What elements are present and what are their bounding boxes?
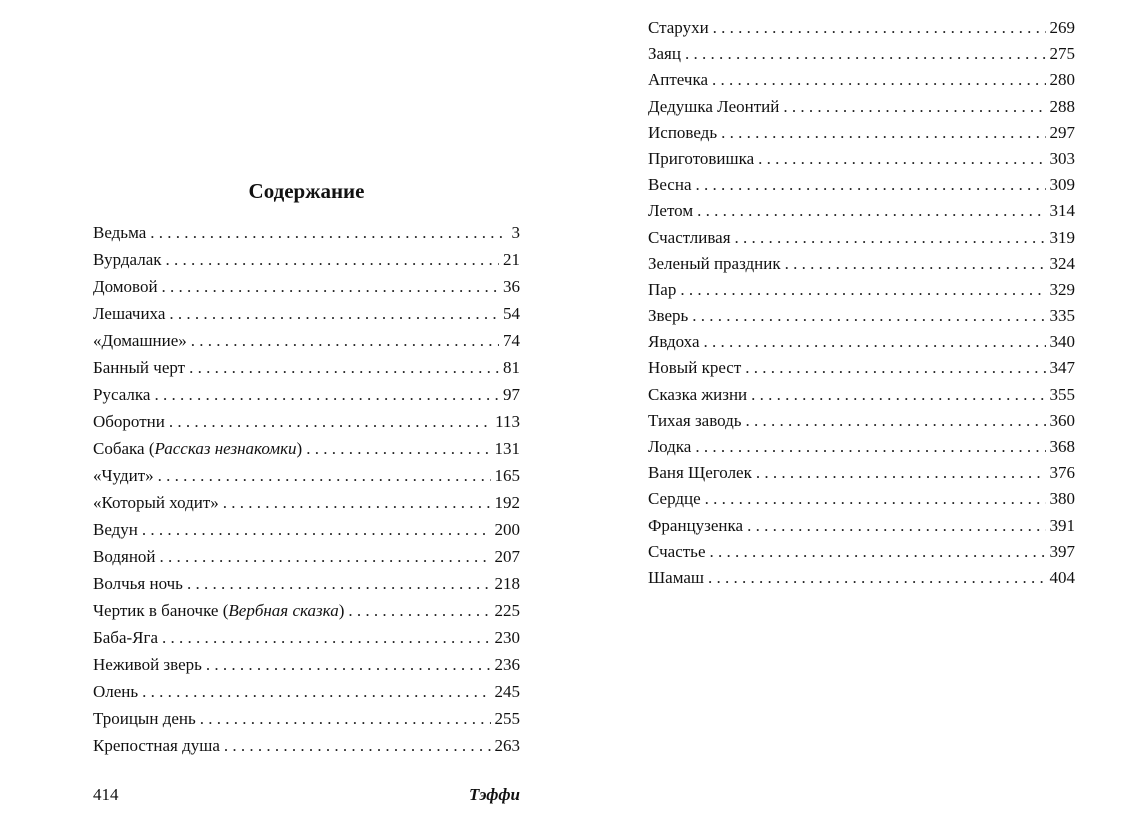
toc-leader-dots (158, 462, 491, 489)
toc-entry-subtitle: Вербная сказка (228, 601, 339, 620)
toc-entry[interactable] (93, 273, 520, 300)
toc-leader-dots (712, 67, 1045, 93)
toc-entry-title-text: «Домашние» (93, 331, 187, 350)
toc-entry-title (648, 460, 752, 486)
toc-entry-title (648, 408, 742, 434)
toc-leader-dots (150, 219, 507, 246)
toc-entry[interactable] (93, 678, 520, 705)
toc-entry-page: 360 (1049, 410, 1075, 430)
toc-leader-dots (154, 381, 499, 408)
toc-entry-title (648, 486, 701, 512)
toc-entry-page: 97 (503, 385, 520, 404)
toc-entry-page: 280 (1049, 70, 1075, 90)
toc-entry[interactable] (93, 300, 520, 327)
toc-entry-title (648, 355, 741, 381)
toc-entry-title-text: Старухи (648, 18, 709, 37)
toc-entry[interactable] (93, 219, 520, 246)
toc-entry-title (648, 539, 705, 565)
toc-entry-title-suffix: ) (296, 439, 303, 458)
toc-leader-dots (735, 225, 1046, 251)
toc-entry-page: 81 (503, 358, 520, 377)
toc-entry[interactable] (648, 355, 1075, 381)
toc-entry-title-text: Чертик в баночке ( (93, 601, 229, 620)
toc-entry[interactable] (93, 651, 520, 678)
toc-entry-title (648, 277, 676, 303)
toc-entry[interactable] (648, 539, 1075, 565)
toc-leader-dots (708, 565, 1046, 591)
toc-entry-title-text: Аптечка (648, 70, 709, 90)
toc-entry-page: 236 (494, 655, 520, 674)
toc-entry-title (93, 705, 196, 732)
toc-leader-dots (191, 327, 499, 354)
toc-entry-title (93, 489, 219, 516)
toc-entry[interactable] (93, 354, 520, 381)
toc-leader-dots (160, 543, 491, 570)
toc-leader-dots (758, 146, 1045, 172)
toc-leader-dots (747, 513, 1045, 539)
toc-entry-title-text: Приготовишка (648, 148, 755, 168)
toc-entry-title (648, 251, 781, 277)
toc-entry-page: 54 (503, 304, 520, 323)
toc-leader-dots (189, 354, 499, 381)
toc-entry[interactable] (648, 303, 1075, 329)
toc-entry[interactable] (648, 329, 1075, 355)
toc-entry-title (93, 246, 162, 273)
toc-entry-title (93, 219, 146, 246)
toc-entry-page: 36 (503, 277, 520, 296)
toc-leader-dots (162, 624, 490, 651)
toc-entry-title (648, 41, 681, 67)
toc-entry-title (648, 94, 779, 120)
toc-entry[interactable] (648, 434, 1075, 460)
toc-entry[interactable] (648, 198, 1075, 224)
toc-entry-page: 113 (495, 412, 520, 431)
toc-entry-title (648, 329, 700, 355)
toc-entry-page: 347 (1049, 358, 1075, 378)
toc-entry[interactable] (93, 516, 520, 543)
toc-entry-page: 207 (494, 547, 520, 566)
toc-entry[interactable] (93, 624, 520, 651)
toc-leader-dots (166, 246, 499, 273)
toc-entry-page: 230 (494, 628, 520, 647)
toc-entry-title-text: Домовой (93, 277, 158, 296)
toc-entry-title (93, 435, 302, 462)
toc-entry[interactable] (648, 251, 1075, 277)
toc-entry-title-text: Русалка (93, 385, 151, 404)
toc-entry-title (93, 570, 183, 597)
toc-entry[interactable] (93, 462, 520, 489)
toc-entry-title-text: Олень (93, 682, 139, 701)
toc-entry-title (648, 120, 717, 146)
toc-entry-page: 297 (1049, 122, 1075, 142)
toc-entry-page: 263 (494, 736, 520, 755)
toc-entry[interactable] (648, 277, 1075, 303)
toc-entry-title (93, 597, 344, 624)
toc-entry[interactable] (648, 94, 1075, 120)
toc-entry-title-text: Зеленый праздник (648, 253, 781, 273)
toc-entry-title (93, 624, 158, 651)
toc-entry-title-text: Сказка жизни (648, 384, 748, 404)
toc-entry-title-text: Ведьма (93, 223, 147, 242)
toc-leader-dots (142, 516, 491, 543)
toc-list-right (648, 15, 1075, 591)
toc-leader-dots (200, 705, 491, 732)
toc-entry-title-text: Явдоха (648, 332, 700, 352)
toc-entry[interactable] (93, 543, 520, 570)
running-head-author: Тэффи (468, 785, 520, 804)
toc-leader-dots (705, 486, 1046, 512)
toc-entry-page: 21 (503, 250, 520, 269)
toc-entry[interactable] (648, 146, 1075, 172)
toc-leader-dots (745, 355, 1045, 381)
toc-entry-title (93, 381, 150, 408)
toc-entry-title-text: Крепостная душа (93, 736, 220, 755)
toc-leader-dots (709, 539, 1045, 565)
toc-entry[interactable] (93, 327, 520, 354)
toc-entry-title-text: Счастье (648, 541, 706, 561)
toc-list-left (93, 219, 520, 759)
toc-entry-title-text: Банный черт (93, 358, 186, 377)
toc-leader-dots (692, 303, 1045, 329)
toc-entry-title (93, 516, 138, 543)
toc-entry[interactable] (648, 408, 1075, 434)
toc-entry-title-text: Собака ( (93, 439, 155, 458)
toc-entry-page: 218 (494, 574, 520, 593)
toc-entry-page: 340 (1049, 332, 1075, 352)
toc-entry[interactable] (93, 435, 520, 462)
toc-entry-page: 324 (1049, 253, 1075, 273)
toc-entry-title-text: Зверь (648, 306, 689, 326)
toc-leader-dots (169, 300, 499, 327)
toc-entry-title-text: Счастливая (648, 227, 731, 247)
toc-entry-title-text: Летом (648, 201, 694, 221)
toc-leader-dots (783, 94, 1045, 120)
toc-entry-page: 275 (1049, 44, 1075, 64)
toc-entry-page: 225 (494, 601, 520, 620)
toc-entry-title (648, 67, 708, 93)
toc-entry-page: 329 (1049, 279, 1075, 299)
toc-leader-dots (785, 251, 1046, 277)
toc-leader-dots (142, 678, 490, 705)
toc-entry-page: 368 (1049, 437, 1075, 456)
toc-leader-dots (696, 172, 1046, 198)
toc-entry-title-text: «Чудит» (93, 466, 154, 485)
toc-entry[interactable] (93, 705, 520, 732)
toc-entry[interactable] (93, 246, 520, 273)
toc-entry-title-text: Водяной (93, 547, 156, 566)
toc-entry[interactable] (93, 408, 520, 435)
toc-entry-title-text: Французенка (648, 515, 744, 535)
toc-entry[interactable] (648, 460, 1075, 486)
toc-entry[interactable] (93, 732, 520, 759)
toc-entry-title-text: Ведун (93, 520, 138, 539)
toc-entry-page: 255 (494, 709, 520, 728)
toc-leader-dots (680, 277, 1045, 303)
toc-entry-page: 269 (1049, 18, 1075, 37)
toc-entry-page: 404 (1049, 567, 1075, 587)
toc-entry-title (648, 172, 692, 198)
toc-title: Содержание (248, 179, 365, 203)
toc-entry-page: 303 (1049, 148, 1075, 168)
toc-entry-title (648, 565, 704, 591)
toc-entry-title (93, 462, 154, 489)
toc-entry-title-text: Лешачиха (93, 304, 166, 323)
toc-entry-title-text: Новый крест (648, 358, 742, 378)
page-number: 414 (93, 785, 119, 804)
toc-entry-title (93, 678, 138, 705)
toc-entry-page: 314 (1049, 201, 1075, 221)
toc-entry-title (93, 543, 156, 570)
toc-entry-title (648, 382, 747, 408)
toc-entry[interactable] (93, 570, 520, 597)
toc-entry-title (93, 408, 165, 435)
toc-leader-dots (746, 408, 1046, 434)
toc-entry-page: 192 (494, 493, 520, 512)
toc-entry-title (93, 651, 202, 678)
toc-entry-title-text: Шамаш (648, 567, 704, 587)
toc-entry-page: 131 (494, 439, 520, 458)
toc-entry[interactable] (648, 120, 1075, 146)
toc-entry-title (648, 225, 731, 251)
toc-entry-title-text: Волчья ночь (93, 574, 183, 593)
toc-entry[interactable] (648, 565, 1075, 591)
toc-entry-title-text: Ваня Щеголек (648, 463, 752, 483)
toc-entry-title (93, 732, 220, 759)
toc-entry-title-text: Заяц (648, 44, 681, 64)
toc-leader-dots (162, 273, 499, 300)
toc-entry-page: 309 (1049, 175, 1075, 195)
toc-entry-title-text: Пар (648, 279, 677, 299)
toc-leader-dots (695, 434, 1045, 460)
toc-entry-title-text: Неживой зверь (93, 655, 202, 674)
toc-entry-title-text: Сердце (648, 489, 701, 509)
toc-entry[interactable] (93, 381, 520, 408)
toc-entry-page: 335 (1049, 306, 1075, 326)
toc-entry-title (648, 513, 743, 539)
toc-entry-title-text: Троицын день (93, 709, 196, 728)
toc-entry-title-text: Лодка (648, 437, 692, 456)
toc-entry-page: 397 (1049, 541, 1075, 561)
toc-entry-subtitle: Рассказ незнакомки (154, 439, 297, 458)
toc-entry-page: 288 (1049, 96, 1075, 116)
toc-leader-dots (756, 460, 1046, 486)
toc-entry-page: 245 (494, 682, 520, 701)
toc-leader-dots (685, 41, 1046, 67)
toc-entry[interactable] (648, 486, 1075, 512)
toc-entry[interactable] (648, 172, 1075, 198)
toc-entry-title (648, 146, 754, 172)
toc-entry-title (93, 327, 187, 354)
toc-entry[interactable] (648, 382, 1075, 408)
toc-entry-title (648, 434, 691, 460)
toc-entry-title-text: Оборотни (93, 412, 165, 431)
toc-leader-dots (697, 198, 1045, 224)
toc-entry-title-text: Исповедь (648, 122, 718, 142)
toc-entry-page: 355 (1049, 384, 1075, 404)
toc-entry-title-suffix: ) (338, 601, 345, 620)
toc-entry-page: 380 (1049, 489, 1075, 509)
toc-leader-dots (223, 489, 491, 516)
toc-entry[interactable] (648, 225, 1075, 251)
toc-entry-title-text: «Который ходит» (93, 493, 219, 512)
toc-leader-dots (224, 732, 491, 759)
toc-entry-title-text: Весна (648, 175, 692, 195)
toc-entry[interactable] (648, 513, 1075, 539)
toc-entry-page: 3 (511, 223, 520, 242)
toc-entry[interactable] (648, 41, 1075, 67)
toc-leader-dots (169, 408, 491, 435)
toc-entry[interactable] (648, 15, 1075, 41)
toc-leader-dots (721, 120, 1045, 146)
toc-leader-dots (187, 570, 491, 597)
toc-entry-title-text: Дедушка Леонтий (648, 96, 780, 116)
toc-entry-title (93, 273, 158, 300)
toc-leader-dots (206, 651, 491, 678)
toc-entry-page: 376 (1049, 463, 1075, 483)
toc-entry-page: 165 (494, 466, 520, 485)
toc-leader-dots (704, 329, 1046, 355)
toc-entry-title (93, 354, 185, 381)
toc-entry-title (648, 198, 693, 224)
toc-entry[interactable] (93, 489, 520, 516)
toc-entry-title (93, 300, 165, 327)
toc-entry[interactable] (93, 597, 520, 624)
toc-entry-title (648, 15, 709, 41)
toc-entry-page: 319 (1049, 227, 1075, 247)
toc-leader-dots (306, 435, 490, 462)
toc-entry-title-text: Баба-Яга (93, 628, 159, 647)
toc-leader-dots (751, 382, 1045, 408)
toc-entry-title-text: Вурдалак (93, 250, 162, 269)
right-page (572, 0, 1144, 839)
toc-entry-page: 200 (494, 520, 520, 539)
toc-entry-page: 391 (1049, 515, 1075, 535)
toc-leader-dots (713, 15, 1046, 41)
toc-entry-title (648, 303, 688, 329)
toc-entry-page: 74 (503, 331, 520, 350)
toc-entry-title-text: Тихая заводь (648, 410, 742, 430)
toc-leader-dots (348, 597, 490, 624)
toc-entry[interactable] (648, 67, 1075, 93)
